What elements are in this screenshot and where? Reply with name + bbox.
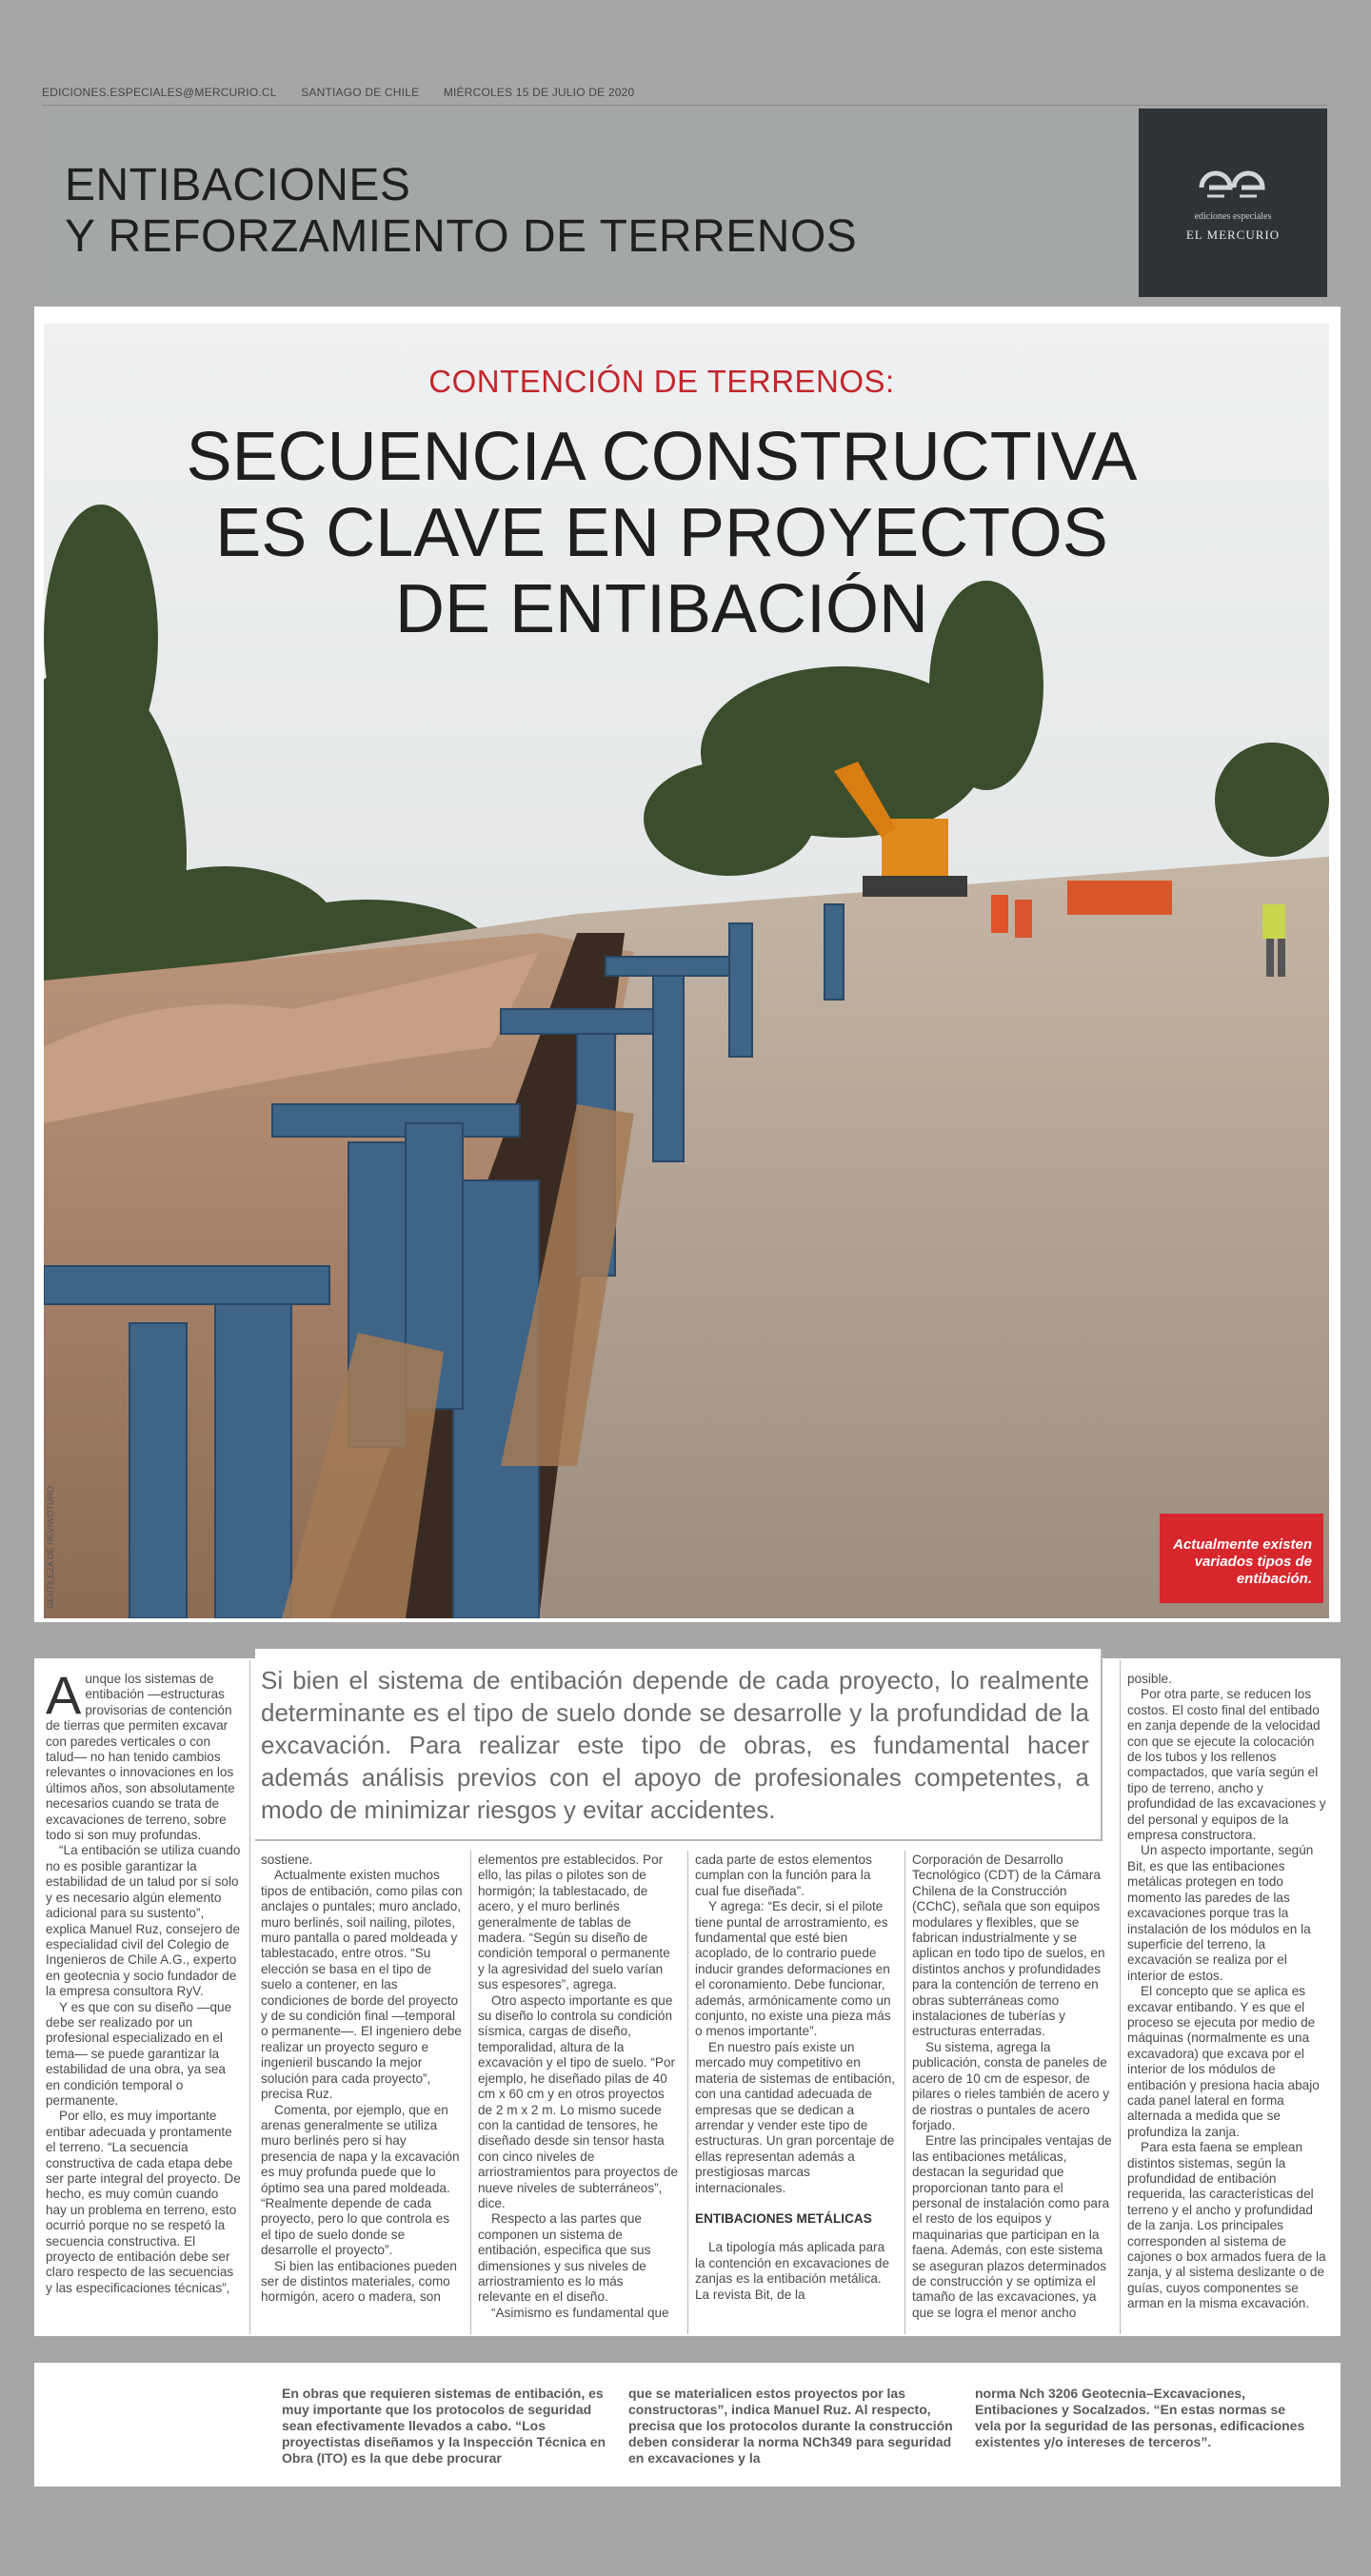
pull-quote-box (255, 1649, 1103, 1841)
pull-quote: Si bien el sistema de entibación depende de cada proyecto, lo realmente determinante es el tipo de suelo donde se desarrolle y la profundidad de la excavación. Para realizar este tipo de obras, es fundamental hacer además análisis previos con el apoyo de profesionales competentes, a modo de minimizar riesgos y evitar accidentes. (261, 1666, 1089, 1824)
top-divider (42, 105, 1327, 106)
headline-line-1: SECUENCIA CONSTRUCTIVA (186, 419, 1138, 495)
col2-paragraph-4: Si bien las entibaciones pueden ser de distintos materiales, como hormigón, acero o madera, son (261, 2258, 457, 2305)
masthead-city: SANTIAGO DE CHILE (301, 86, 420, 99)
column-divider (470, 1851, 471, 2334)
article-column-5 (912, 1853, 1114, 2321)
masthead-date: MIÉRCOLES 15 DE JULIO DE 2020 (443, 86, 635, 99)
col1-paragraph-4: Por ello, es muy importante entibar adecuada y prontamente el terreno. “La secuencia constructiva de cada etapa debe ser parte integral del proyecto. De hecho, es muy común cuando hay un problema en terreno, esto ocurrió porque no se respetó la secuencia constructiva. El proyecto de entibación debe ser claro respecto de las secuencias y las especificaciones técnicas”, (46, 2109, 241, 2295)
hero-headline (0, 419, 1323, 647)
col3-paragraph-2: Otro aspecto importante es que su diseño lo controla su condición sísmica, cargas de diseño, temporalidad, altura de la excavación y el tipo de suelo. “Por ejemplo, he diseñado pilas de 40 cm x 60 cm y en otros proyectos de 2 m x 2 m. Lo mismo sucede con la cantidad de tensores, he diseñado desde sin tensor hasta con cinco niveles de arriostramientos para proyectos de nueve niveles de subterráneos”, dice. (478, 1992, 679, 2210)
col1-paragraph-2: “La entibación se utiliza cuando no es posible garantizar la estabilidad de un talud por sí solo y es necesario algún elemento adicional para su sustento”, explica Manuel Ruz, consejero de especialidad civil del Colegio de Ingenieros de Chile A.G., experto en geotecnia y socio fundador de la empresa consultora RyV. (46, 1843, 241, 1999)
masthead-line (42, 86, 655, 99)
col5-paragraph-3: Entre las principales ventajas de las entibaciones metálicas, destacan la seguridad que proporcionan tanto para el personal de instalación como para el resto de los equipos y maquinarias que participan en la faena. Además, con este sistema se aseguran plazos determinados de construcción y se optimiza el tamaño de las excavaciones, ya que se logra el menor ancho (912, 2133, 1112, 2320)
safety-text-column-1: En obras que requieren sistemas de entibación, es muy importante que los protocolos de seguridad sean efectivamente llevados a cabo. “Los proyectistas diseñamos y la Inspección Técnica en Obra (ITO) es la que debe procurar (282, 2386, 606, 2466)
safety-text-column-2: que se materialicen estos proyectos por las constructoras”, indica Manuel Ruz. Al respecto, precisa que los protocolos durante la construcción deben considerar la norma NCh349 para seguridad en excavaciones y la (628, 2386, 953, 2466)
column-divider (904, 1851, 905, 2334)
column-divider (687, 1851, 688, 2334)
safety-protocols-title (65, 2401, 217, 2450)
article-column-4 (695, 1853, 897, 2303)
article-column-2 (261, 1853, 463, 2306)
col6-paragraph-4: El concepto que se aplica es excavar entibando. Y es que el proceso se ejecuta por medio de máquinas (normalmente es una excavadora) que excava por el interior de los módulos de entibación y presiona hacia abajo cada panel lateral en forma alternada a medida que se profundiza la zanja. (1127, 1984, 1320, 2139)
photo-caption-box (1160, 1514, 1323, 1603)
section-title-line-2: Y REFORZAMIENTO DE TERRENOS (65, 211, 858, 262)
headline-line-3: DE ENTIBACIÓN (394, 571, 929, 647)
logo-subtitle: ediciones especiales (1194, 211, 1272, 222)
photo-caption: Actualmente existen variados tipos de entibación. (1173, 1536, 1312, 1587)
col2-paragraph-3: Comenta, por ejemplo, que en arenas generalmente se utiliza muro berlinés pero si hay presencia de napa y la excavación es muy profunda puede que lo óptimo sea una pared moldeada. “Realmente depende de cada proyecto, pero lo que controla es el tipo de suelo donde se desarrolle el proyecto”. (261, 2102, 460, 2258)
col2-paragraph-1: sostiene. (261, 1853, 313, 1867)
col4-paragraph-4: La tipología más aplicada para la contención en excavaciones de zanjas es la entibación metálica. La revista Bit, de la (695, 2240, 890, 2302)
col4-paragraph-1: cada parte de estos elementos cumplan con la función para la cual fue diseñada”. (695, 1853, 872, 1898)
ee-logo-mark-icon (1194, 168, 1270, 208)
col4-paragraph-2: Y agrega: “Es decir, si el pilote tiene puntal de arrostramiento, es fundamental que esté bien acoplado, de lo contrario puede inducir grandes deformaciones en el coronamiento. Debe funcionar, además, armónicamente como un conjunto, no existe una pieza más o menos importante”. (695, 1899, 891, 2039)
safety-title-line-2: DE SEGURIDAD (65, 2427, 217, 2448)
col6-paragraph-1: posible. (1127, 1672, 1172, 1686)
col3-paragraph-1: elementos pre establecidos. Por ello, las pilas o pilotes son de hormigón; la tablestacado, de acero, y el muro berlinés generalmente de tablas de madera. “Según su diseño de condición temporal o permanente y la agresividad del suelo varían sus espesores”, agrega. (478, 1853, 670, 1992)
col1-paragraph-3: Y es que con su diseño —que debe ser realizado por un profesional especializado en el tema— se puede garantizar la estabilidad de una obra, ya sea en condición temporal o permanente. (46, 1999, 232, 2108)
column-divider (249, 1660, 250, 2334)
col6-paragraph-3: Un aspecto importante, según Bit, es que las entibaciones metálicas protegen en todo momento las paredes de las excavaciones porque tras la instalación de los módulos en la superficie del terreno, la excavación se realiza por el interior de estos. (1127, 1843, 1314, 1983)
article-column-6 (1127, 1672, 1329, 2312)
photo-credit: GENTILEZA DE HEVIWOTURO (46, 1485, 55, 1609)
section-title (65, 160, 857, 263)
section-header (44, 109, 1137, 297)
col4-paragraph-3: En nuestro país existe un mercado muy competitivo en materia de sistemas de entibación, con una cantidad adecuada de empresas que se dedican a arrendar y vender este tipo de estructuras. Un gran porcentaje de ellas representan además a prestigiosas marcas internacionales. (695, 2039, 896, 2195)
article-column-3 (478, 1853, 680, 2321)
logo-name: EL MERCURIO (1185, 228, 1281, 242)
col6-paragraph-2: Por otra parte, se reducen los costos. El costo final del entibado en zanja depende de la velocidad con que se ejecute la colocación de los tubos y los rellenos compactados, que varía según el tipo de terreno, ancho y profundidad de las excavaciones y del personal y equipos de la empresa constructora. (1127, 1687, 1326, 1843)
headline-line-2: ES CLAVE EN PROYECTOS (215, 495, 1108, 571)
col6-paragraph-5: Para esta faena se emplean distintos sistemas, según la profundidad de entibación requerida, las características del terreno y el ancho y profundidad de la zanja. Los principales corresponden al sistema de cajones o box armados fuera de la zanja, y al sistema deslizante o de guías, cuyos componentes se arman en la misma excavación. (1127, 2140, 1326, 2311)
col3-paragraph-3: Respecto a las partes que componen un sistema de entibación, especifica que sus dimensiones y sus niveles de arriostramiento es lo más relevante en el diseño. (478, 2211, 651, 2305)
hero-kicker: CONTENCIÓN DE TERRENOS: (428, 364, 895, 399)
article-column-1 (46, 1665, 242, 2296)
safety-text-column-3: norma Nch 3206 Geotecnia–Excavaciones, Entibaciones y Socalzados. “En estas normas se vela por la seguridad de las personas, edificaciones existentes y/o intereses de terceros”. (975, 2386, 1305, 2449)
drop-cap: A (46, 1665, 82, 1725)
col5-paragraph-2: Su sistema, agrega la publicación, consta de paneles de acero de 10 cm de espesor, de pilares o rieles también de acero y de riostras o puntales de acero forjado. (912, 2039, 1110, 2132)
el-mercurio-logo (1139, 109, 1327, 297)
section-title-line-1: ENTIBACIONES (65, 160, 411, 210)
column-divider (1120, 1660, 1121, 2334)
col2-paragraph-2: Actualmente existen muchos tipos de entibación, como pilas con anclajes o puntales; muro anclado, muro berlinés, soil nailing, pilotes, muro pantalla o pared moldeada y tablestacado, entre otros. “Su elección se basa en el tipo de suelo a contener, en las condiciones de borde del proyecto y de su condición final —temporal o permanente—. El ingeniero debe realizar un proyecto seguro e ingenieril buscando la mejor solución para cada proyecto”, precisa Ruz. (261, 1868, 463, 2102)
col1-paragraph-1: unque los sistemas de entibación —estructuras provisorias de contención de tierras que permiten excavar con paredes verticales o con talud— no han tenido cambios relevantes o innovaciones en los últimos años, son absolutamente necesarios cuando se trata de excavaciones de terreno, sobre todo si son muy profundas. (46, 1672, 235, 1843)
masthead-email[interactable]: EDICIONES.ESPECIALES@MERCURIO.CL (42, 86, 277, 99)
safety-title-line-1: PROTOCOLOS (65, 2402, 206, 2424)
subheading-entibaciones-metalicas: ENTIBACIONES METÁLICAS (695, 2210, 872, 2226)
col3-paragraph-4: “Asimismo es fundamental que (491, 2305, 669, 2320)
col5-paragraph-1: Corporación de Desarrollo Tecnológico (CDT) de la Cámara Chilena de la Construcción (CChC), señala que son equipos modulares y flexibles, que se fabrican industrialmente y se aplican en todo tipo de suelos, en distintos anchos y profundidades para la contención de terreno en obras subterráneas como instalaciones de tuberías y estructuras enterradas. (912, 1853, 1105, 2039)
